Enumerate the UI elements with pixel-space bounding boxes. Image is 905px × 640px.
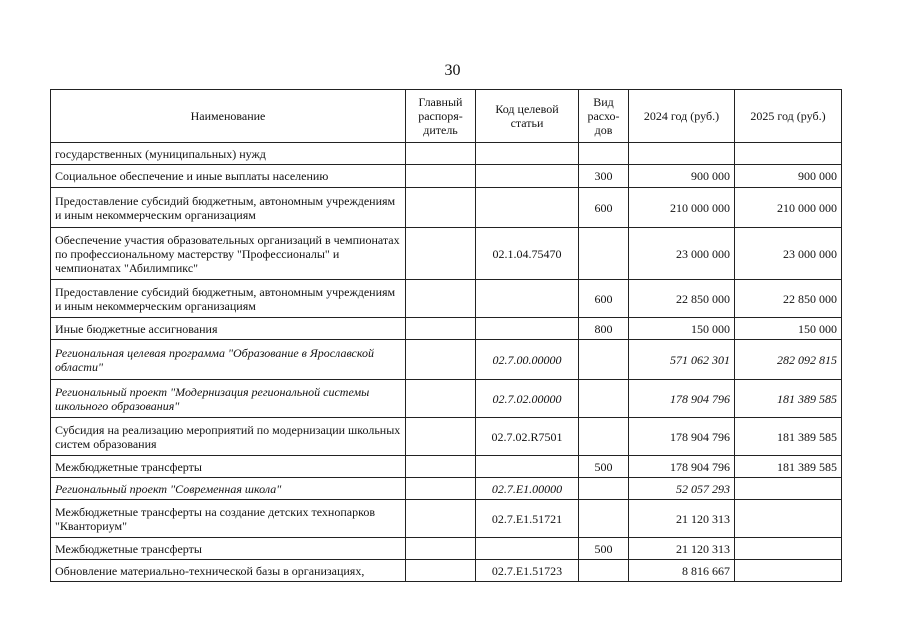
row-2024: 52 057 293	[629, 478, 735, 500]
header-code: Код целевой статьи	[476, 90, 579, 143]
budget-table	[50, 89, 842, 582]
row-2024: 900 000	[629, 165, 735, 188]
row-2024: 21 120 313	[629, 538, 735, 560]
table-row	[51, 165, 842, 188]
row-name: Региональный проект "Современная школа"	[51, 478, 406, 500]
row-admin	[406, 500, 476, 538]
row-code	[476, 165, 579, 188]
table-row	[51, 318, 842, 340]
row-kind	[579, 500, 629, 538]
row-2025: 181 389 585	[735, 418, 842, 456]
table-header-row	[51, 90, 842, 143]
row-name: Иные бюджетные ассигнования	[51, 318, 406, 340]
row-2024: 571 062 301	[629, 340, 735, 380]
row-kind	[579, 380, 629, 418]
row-kind	[579, 340, 629, 380]
row-name: Предоставление субсидий бюджетным, автономным учреждениям и иным некоммерческим организациям	[51, 188, 406, 228]
row-2025: 900 000	[735, 165, 842, 188]
header-admin: Главный распоря-дитель	[406, 90, 476, 143]
row-admin	[406, 456, 476, 478]
row-kind	[579, 418, 629, 456]
table-row	[51, 560, 842, 582]
row-code	[476, 318, 579, 340]
row-admin	[406, 418, 476, 456]
table-row	[51, 280, 842, 318]
row-2024: 22 850 000	[629, 280, 735, 318]
row-2024: 21 120 313	[629, 500, 735, 538]
row-2024: 178 904 796	[629, 456, 735, 478]
row-code	[476, 143, 579, 165]
row-name: Региональная целевая программа "Образование в Ярославской области"	[51, 340, 406, 380]
row-name: Обеспечение участия образовательных организаций в чемпионатах по профессиональному мастерству "Профессионалы" и чемпионатах "Абилимпикс"	[51, 228, 406, 280]
row-admin	[406, 318, 476, 340]
row-2025	[735, 500, 842, 538]
table-row	[51, 188, 842, 228]
row-2025	[735, 478, 842, 500]
header-name: Наименование	[51, 90, 406, 143]
row-name: Межбюджетные трансферты на создание детских технопарков "Кванториум"	[51, 500, 406, 538]
row-name: Межбюджетные трансферты	[51, 538, 406, 560]
row-2025: 23 000 000	[735, 228, 842, 280]
row-kind: 600	[579, 280, 629, 318]
row-code: 02.7.02.00000	[476, 380, 579, 418]
table-row	[51, 418, 842, 456]
row-name: Субсидия на реализацию мероприятий по модернизации школьных систем образования	[51, 418, 406, 456]
row-2024: 150 000	[629, 318, 735, 340]
row-2025: 150 000	[735, 318, 842, 340]
row-code: 02.7.E1.51723	[476, 560, 579, 582]
row-kind	[579, 560, 629, 582]
row-name: Региональный проект "Модернизация региональной системы школьного образования"	[51, 380, 406, 418]
table-row	[51, 500, 842, 538]
row-kind	[579, 228, 629, 280]
row-2024: 210 000 000	[629, 188, 735, 228]
row-kind: 500	[579, 538, 629, 560]
row-2024: 178 904 796	[629, 380, 735, 418]
table-row	[51, 478, 842, 500]
row-2025: 282 092 815	[735, 340, 842, 380]
table-row	[51, 538, 842, 560]
row-kind: 500	[579, 456, 629, 478]
row-2025: 210 000 000	[735, 188, 842, 228]
row-admin	[406, 478, 476, 500]
row-name: Межбюджетные трансферты	[51, 456, 406, 478]
row-code: 02.7.E1.51721	[476, 500, 579, 538]
row-code	[476, 456, 579, 478]
row-admin	[406, 538, 476, 560]
header-2024: 2024 год (руб.)	[629, 90, 735, 143]
row-name: Обновление материально-технической базы в организациях,	[51, 560, 406, 582]
row-code: 02.1.04.75470	[476, 228, 579, 280]
row-kind: 800	[579, 318, 629, 340]
row-code	[476, 188, 579, 228]
row-admin	[406, 280, 476, 318]
row-admin	[406, 340, 476, 380]
row-2024	[629, 143, 735, 165]
row-code	[476, 280, 579, 318]
row-2025	[735, 538, 842, 560]
table-row	[51, 228, 842, 280]
row-2025: 181 389 585	[735, 456, 842, 478]
table-row	[51, 340, 842, 380]
table-body	[51, 143, 842, 582]
row-admin	[406, 228, 476, 280]
row-2025	[735, 143, 842, 165]
row-admin	[406, 560, 476, 582]
row-kind	[579, 143, 629, 165]
row-code: 02.7.E1.00000	[476, 478, 579, 500]
row-admin	[406, 143, 476, 165]
row-admin	[406, 380, 476, 418]
row-2025	[735, 560, 842, 582]
table-row	[51, 380, 842, 418]
row-kind	[579, 478, 629, 500]
row-code: 02.7.00.00000	[476, 340, 579, 380]
row-kind: 300	[579, 165, 629, 188]
row-2024: 23 000 000	[629, 228, 735, 280]
table-row	[51, 143, 842, 165]
table-row	[51, 456, 842, 478]
row-name: Предоставление субсидий бюджетным, автономным учреждениям и иным некоммерческим организациям	[51, 280, 406, 318]
row-kind: 600	[579, 188, 629, 228]
row-code	[476, 538, 579, 560]
row-name: государственных (муниципальных) нужд	[51, 143, 406, 165]
row-2024: 178 904 796	[629, 418, 735, 456]
header-kind: Вид расхо-дов	[579, 90, 629, 143]
row-admin	[406, 165, 476, 188]
row-name: Социальное обеспечение и иные выплаты населению	[51, 165, 406, 188]
row-2025: 181 389 585	[735, 380, 842, 418]
row-admin	[406, 188, 476, 228]
page-number: 30	[444, 62, 461, 79]
header-2025: 2025 год (руб.)	[735, 90, 842, 143]
row-2025: 22 850 000	[735, 280, 842, 318]
row-code: 02.7.02.R7501	[476, 418, 579, 456]
row-2024: 8 816 667	[629, 560, 735, 582]
